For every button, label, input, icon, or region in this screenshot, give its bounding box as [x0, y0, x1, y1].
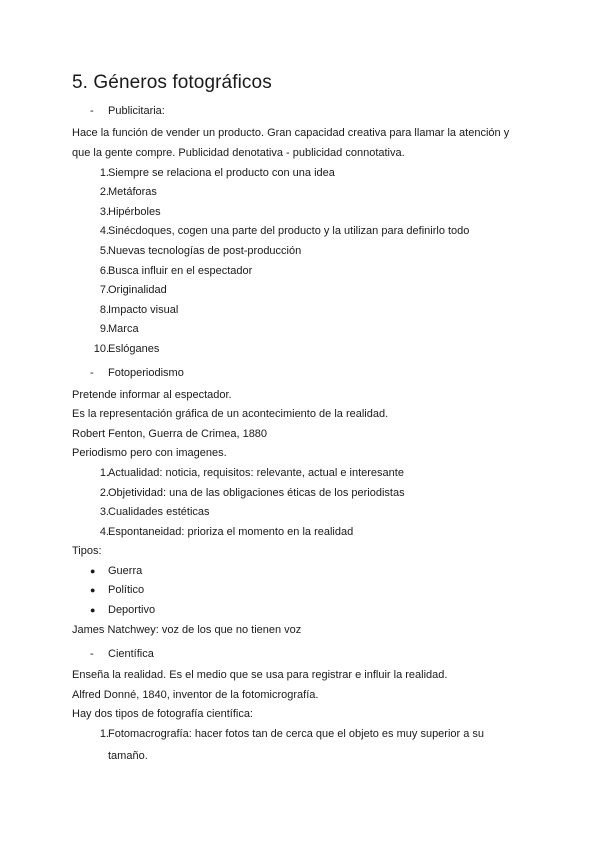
list-item: 1. Fotomacrografía: hacer fotos tan de cerca que el objeto es muy superior a su [99, 728, 485, 740]
paragraph-line: Pretende informar al espectador. [72, 389, 232, 401]
bullet-item: ● Deportivo [90, 604, 156, 616]
list-item: 10. Eslóganes [93, 343, 160, 355]
paragraph-line: Enseña la realidad. Es el medio que se usa para registrar e influir la realidad. [72, 669, 448, 681]
list-item: 3. Hipérboles [99, 206, 161, 218]
document-page: 5. Géneros fotográficos - Publicitaria: Hace la función de vender un producto. Gran capacidad creativa para llamar la atención y que la gente compre. Publicidad denotativa - publicidad connotativa. 1. Siempre se relaciona el producto con una idea 2. Metáforas 3. Hipérboles 4. Sinécdoques, cogen una parte del producto y la utilizan para definirlo todo 5. Nuevas tecnologías de post-producción 6. Busca influir en el espectador 7. Originalidad 8. Impacto visual 9. Marca 10. Eslóganes - Fotoperiodismo Pretende informar al espectador. Es la representación gráfica de un acontecimiento de la realidad. Robert Fenton, Guerra de Crimea, 1880 Periodismo pero con imagenes. 1. Actualidad: noticia, requisitos: relevante, actual e interesante 2. Objetividad: una de las obligaciones éticas de los periodistas 3. Cualidades estéticas 4. Espontaneidad: prioriza el momento en la realidad Tipos: ● Guerra ● Político ● Deportivo James Natchwey: voz de los que no tienen voz - Científica Enseña la realidad. Es el medio que se usa para registrar e influir la realidad. Alfred Donné, 1840, inventor de la fotomicrografía. Hay dos tipos de fotografía científica: 1. Fotomacrografía: hacer fotos tan de cerca que el objeto es muy superior a su tamaño. [72, 72, 510, 762]
list-item: 1. Siempre se relaciona el producto con una idea [99, 167, 335, 179]
dash-marker: - [90, 105, 94, 117]
dash-marker: - [90, 367, 94, 379]
paragraph-line: Alfred Donné, 1840, inventor de la fotomicrografía. [72, 689, 319, 701]
list-item: 1. Actualidad: noticia, requisitos: relevante, actual e interesante [99, 467, 404, 479]
bullet-item: ● Político [90, 584, 145, 596]
paragraph-line: Es la representación gráfica de un acontecimiento de la realidad. [72, 408, 389, 420]
bullet-item: ● Guerra [90, 565, 143, 577]
bullet-icon: ● [90, 585, 96, 595]
subheading-publicitaria: - Publicitaria: [90, 105, 165, 117]
subheading-cientifica: - Científica [90, 648, 154, 660]
paragraph-line: Hace la función de vender un producto. Gran capacidad creativa para llamar la atención y [72, 127, 510, 139]
subheading-fotoperiodismo: - Fotoperiodismo [90, 367, 184, 379]
list-item: 5. Nuevas tecnologías de post-producción [99, 245, 302, 257]
bullet-icon: ● [90, 566, 96, 576]
bullet-icon: ● [90, 605, 96, 615]
dash-marker: - [90, 648, 94, 660]
page-title: 5. Géneros fotográficos [72, 72, 272, 93]
tipos-label: Tipos: [72, 545, 102, 557]
list-item: 3. Cualidades estéticas [99, 506, 210, 518]
list-item: 2. Metáforas [99, 186, 157, 198]
list-item: 4. Espontaneidad: prioriza el momento en la realidad [99, 526, 354, 538]
list-item: 4. Sinécdoques, cogen una parte del producto y la utilizan para definirlo todo [99, 225, 470, 237]
list-item: 6. Busca influir en el espectador [99, 265, 253, 277]
paragraph-line: Hay dos tipos de fotografía científica: [72, 708, 253, 720]
paragraph-line: Robert Fenton, Guerra de Crimea, 1880 [72, 428, 268, 440]
list-item: 7. Originalidad [99, 284, 167, 296]
list-item: 2. Objetividad: una de las obligaciones éticas de los periodistas [99, 487, 405, 499]
paragraph-line: que la gente compre. Publicidad denotativa - publicidad connotativa. [72, 147, 405, 159]
list-item: 9. Marca [99, 323, 139, 335]
paragraph-line: Periodismo pero con imagenes. [72, 447, 227, 459]
paragraph-line: James Natchwey: voz de los que no tienen voz [72, 624, 302, 636]
list-item: 8. Impacto visual [99, 304, 179, 316]
